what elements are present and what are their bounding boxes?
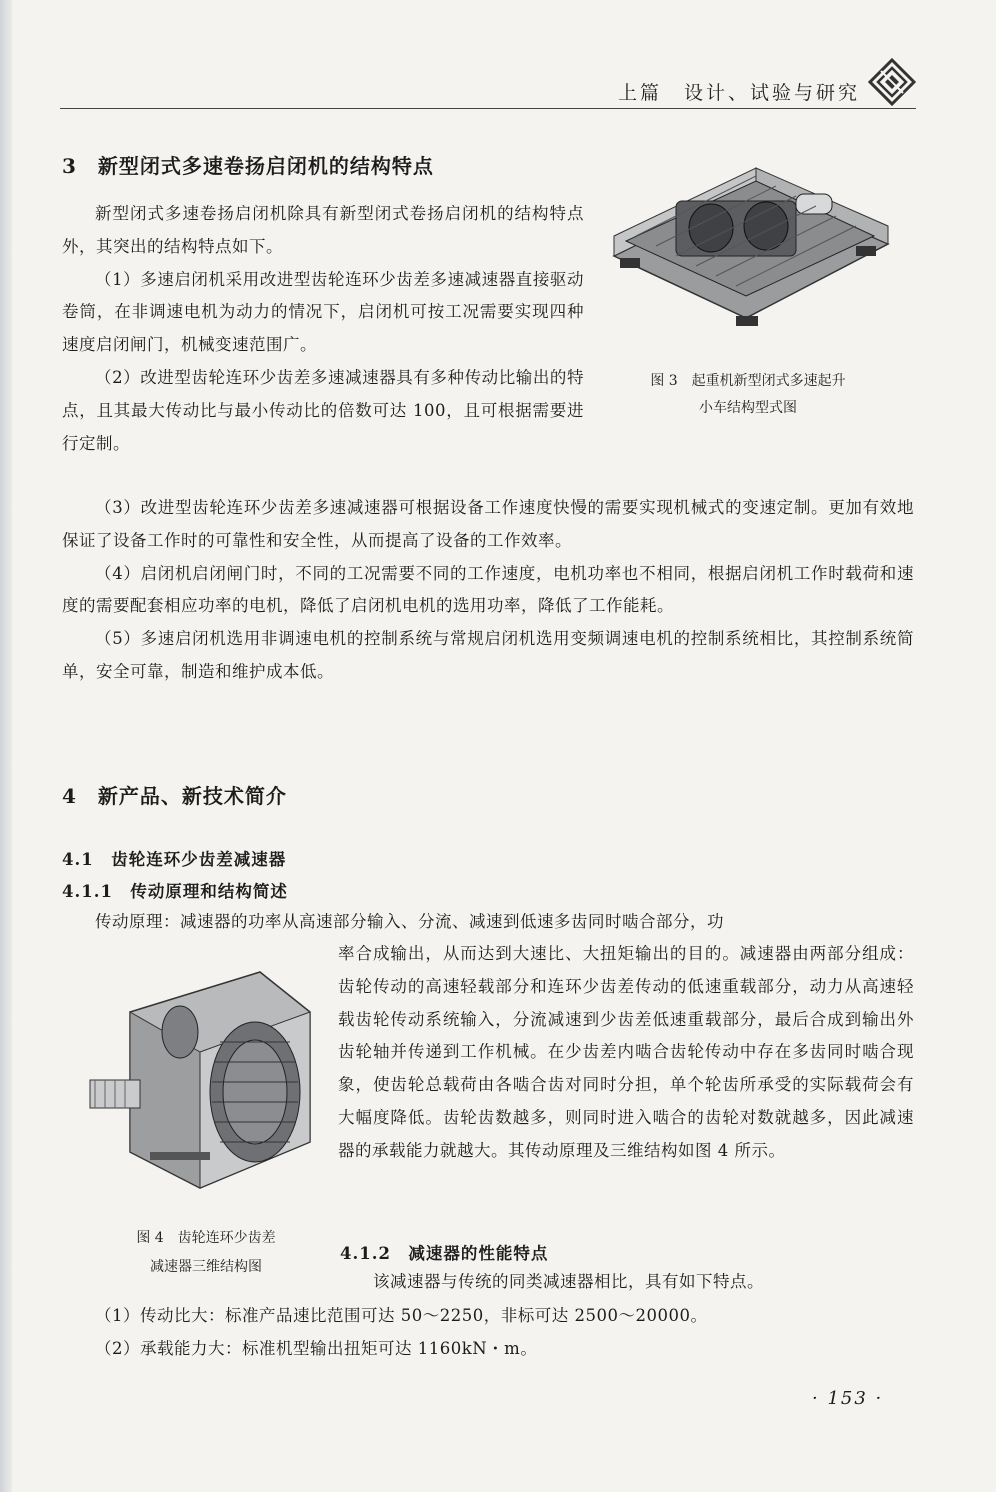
principle-paragraph: 率合成输出，从而达到大速比、大扭矩输出的目的。减速器由两部分组成：齿轮传动的高速轻载部分和连环少齿差传动的低速重载部分，动力从高速轻载齿轮传动系统输入，分流减速到少齿差低速重载部分，最后合成到输出外齿轮轴并传递到工作机械。在少齿差内啮合齿轮传动中存在多齿同时啮合现象，使齿轮总载荷由各啮合齿对同时分担，单个轮齿所承受的实际载荷会有大幅度降低。齿轮齿数越多，则同时进入啮合的齿轮对数就越多，因此减速器的承载能力就越大。其传动原理及三维结构如图 4 所示。: [338, 944, 914, 1160]
principle-wrap-column: [338, 938, 914, 1168]
subsection-4-1-1-heading: 4.1.1 传动原理和结构简述: [62, 882, 288, 901]
figure-3-caption-line-2: 小车结构型式图: [699, 400, 797, 416]
feature-1-paragraph: （1）多速启闭机采用改进型齿轮连环少齿差多速减速器直接驱动卷筒，在非调速电机为动力的情况下，启闭机可按工况需要实现四种速度启闭闸门，机械变速范围广。: [62, 269, 584, 355]
figure-4-reducer-image: [80, 952, 330, 1196]
feature-4-paragraph: （4）启闭机启闭闸门时，不同的工况需要不同的工作速度，电机功率也不相同，根据启闭机工作时载荷和速度的需要配套相应功率的电机，降低了启闭机电机的选用功率，降低了工作能耗。: [62, 563, 914, 616]
figure-4-caption: [92, 1224, 320, 1282]
figure-4-caption-line-1: 图 4 齿轮连环少齿差: [136, 1230, 276, 1246]
page-number: · 153 ·: [812, 1388, 884, 1409]
section-4-heading: 4 新产品、新技术简介: [62, 784, 287, 808]
performance-item-2: （2）承载能力大：标准机型输出扭矩可达 1160kN・m。: [95, 1338, 538, 1358]
performance-item-1: （1）传动比大：标准产品速比范围可达 50～2250，非标可达 2500～20000。: [95, 1306, 708, 1325]
running-header: [60, 72, 916, 109]
section-3-left-column: [62, 198, 584, 460]
figure-3-hoist-trolley-image: [606, 146, 890, 336]
subsection-4-1-2-heading: 4.1.2 减速器的性能特点: [340, 1244, 549, 1263]
figure-3-caption: [606, 368, 890, 422]
subsection-4-1-heading: 4.1 齿轮连环少齿差减速器: [62, 850, 287, 869]
diamond-logo-icon: [868, 58, 916, 106]
feature-3-paragraph: （3）改进型齿轮连环少齿差多速减速器可根据设备工作速度快慢的需要实现机械式的变速定制。更加有效地保证了设备工作时的可靠性和安全性，从而提高了设备的工作效率。: [62, 498, 914, 550]
header-title: 上篇 设计、试验与研究: [617, 82, 860, 104]
section-3-intro-paragraph: 新型闭式多速卷扬启闭机除具有新型闭式卷扬启闭机的结构特点外，其突出的结构特点如下。: [62, 204, 584, 256]
performance-list: [62, 1300, 914, 1366]
page-binding-edge: [0, 0, 12, 1492]
principle-first-line: 传动原理：减速器的功率从高速部分输入、分流、减速到低速多齿同时啮合部分，功: [95, 912, 724, 931]
feature-2-paragraph: （2）改进型齿轮连环少齿差多速减速器具有多种传动比输出的特点，且其最大传动比与最小传动比的倍数可达 100，且可根据需要进行定制。: [62, 367, 584, 453]
performance-intro: 该减速器与传统的同类减速器相比，具有如下特点。: [373, 1272, 764, 1291]
performance-intro-block: [340, 1266, 914, 1299]
section-3-heading: 3 新型闭式多速卷扬启闭机的结构特点: [62, 154, 434, 178]
figure-3-caption-line-1: 图 3 起重机新型闭式多速起升: [650, 373, 846, 389]
figure-4-caption-line-2: 减速器三维结构图: [150, 1259, 262, 1275]
section-3-full-width-column: [62, 492, 914, 689]
feature-5-paragraph: （5）多速启闭机选用非调速电机的控制系统与常规启闭机选用变频调速电机的控制系统相比，其控制系统简单，安全可靠，制造和维护成本低。: [62, 629, 914, 681]
